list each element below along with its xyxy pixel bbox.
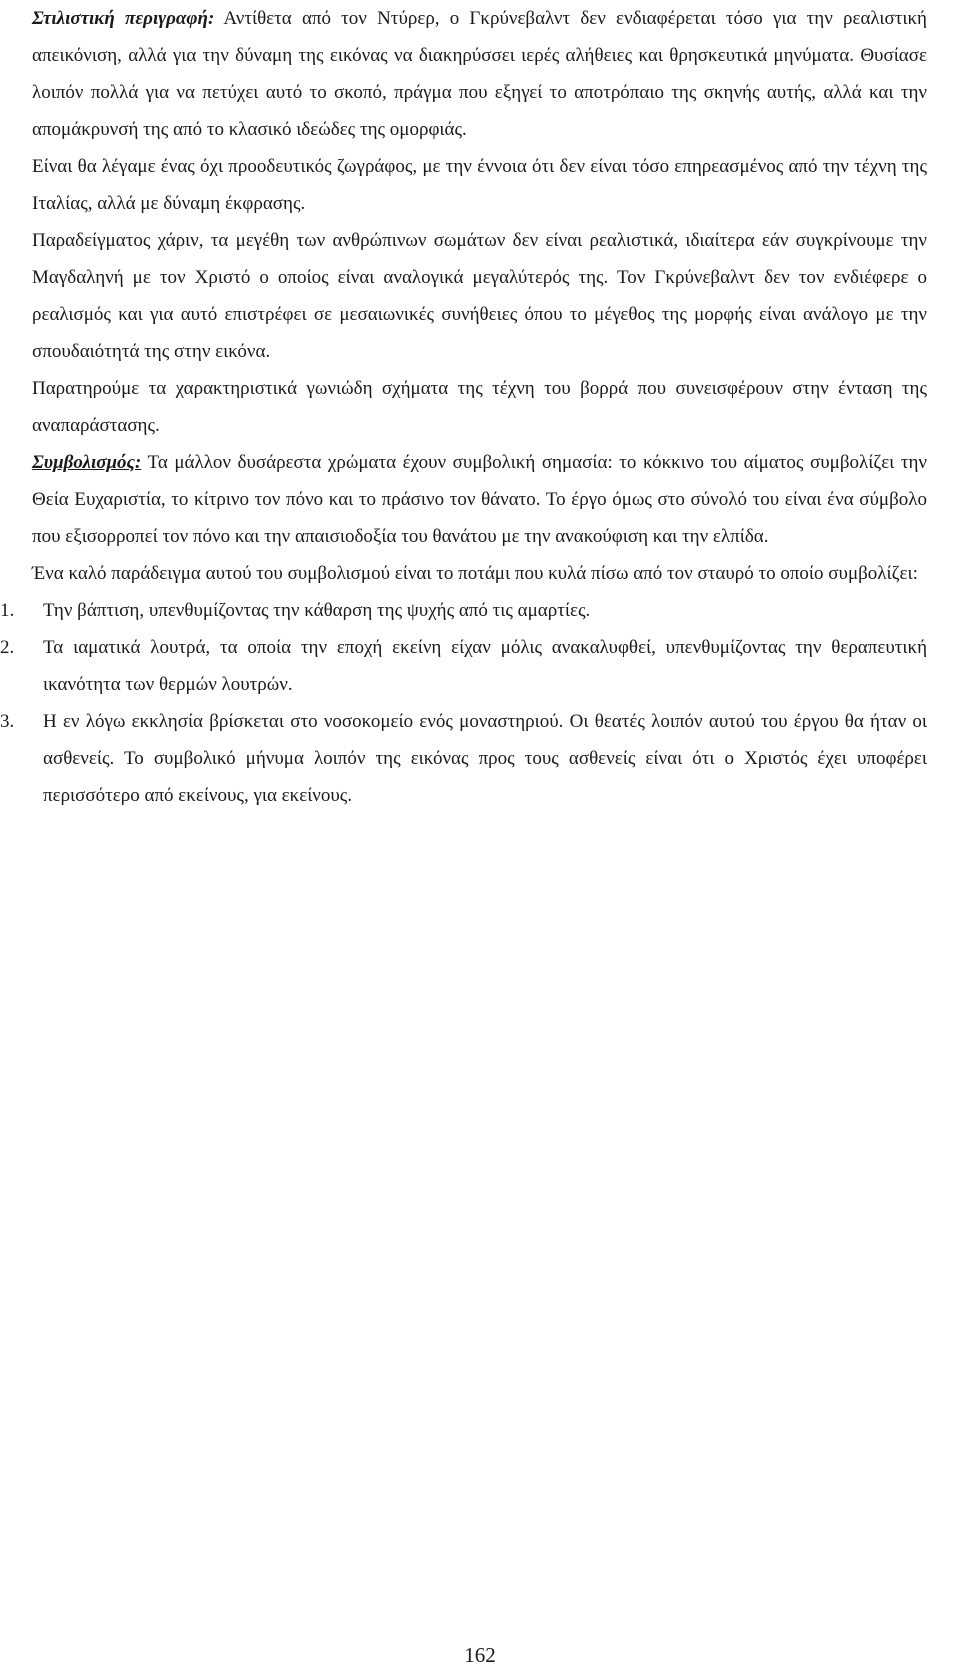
paragraph-stylistic-description <box>32 0 927 148</box>
list-item-text: Την βάπτιση, υπενθυμίζοντας την κάθαρση της ψυχής από τις αμαρτίες. <box>43 600 591 621</box>
list-item <box>0 629 927 703</box>
list-item-text: Τα ιαματικά λουτρά, τα οποία την εποχή εκείνη είχαν μόλις ανακαλυφθεί, υπενθυμίζοντας την θεραπευτική ικανότητα των θερμών λουτρών. <box>43 637 927 695</box>
stylistic-description-label: Στιλιστική περιγραφή: <box>32 8 215 29</box>
paragraph-body-sizes: Παραδείγματος χάριν, τα μεγέθη των ανθρώπινων σωμάτων δεν είναι ρεαλιστικά, ιδιαίτερα εάν συγκρίνουμε την Μαγδαληνή με τον Χριστό ο οποίος είναι αναλογικά μεγαλύτερός της. Τον Γκρύνεβαλντ δεν τον ενδιέφερε ο ρεαλισμός και για αυτό επιστρέφει σε μεσαιωνικές συνήθειες όπου το μέγεθος της μορφής είναι ανάλογο με την σπουδαιότητά της στην εικόνα. <box>32 230 927 362</box>
paragraph-angular-shapes: Παρατηρούμε τα χαρακτηριστικά γωνιώδη σχήματα της τέχνη του βορρά που συνεισφέρουν στην ένταση της αναπαράστασης. <box>32 378 927 436</box>
list-item <box>0 703 927 814</box>
document-body <box>0 0 927 814</box>
symbolism-text: Τα μάλλον δυσάρεστα χρώματα έχουν συμβολική σημασία: το κόκκινο του αίματος συμβολίζει την Θεία Ευχαριστία, το κίτρινο τον πόνο και το πράσινο τον θάνατο. Το έργο όμως στο σύνολό του είναι ένα σύμβολο που εξισορροπεί τον πόνο και την απαισιοδοξία του θανάτου με την ανακούφιση και την ελπίδα. <box>32 452 927 547</box>
list-item-number: 3. <box>0 711 15 732</box>
page-number: 162 <box>464 1643 496 1667</box>
paragraph-progressive-painter: Είναι θα λέγαμε ένας όχι προοδευτικός ζωγράφος, με την έννοια ότι δεν είναι τόσο επηρεασμένος από την τέχνη της Ιταλίας, αλλά με δύναμη έκφρασης. <box>32 156 927 214</box>
list-item-number: 1. <box>0 600 15 621</box>
list-item-number: 2. <box>0 637 15 658</box>
list-item <box>0 592 927 629</box>
symbolism-label: Συμβολισμός: <box>32 452 142 473</box>
list-item-text: Η εν λόγω εκκλησία βρίσκεται στο νοσοκομείο ενός μοναστηριού. Οι θεατές λοιπόν αυτού του έργου θα ήταν οι ασθενείς. Το συμβολικό μήνυμα λοιπόν της εικόνας προς τους ασθενείς είναι ότι ο Χριστός έχει υποφέρει περισσότερο από εκείνους, για εκείνους. <box>43 711 927 806</box>
symbolism-list <box>0 592 927 814</box>
stylistic-description-text: Αντίθετα από τον Ντύρερ, ο Γκρύνεβαλντ δεν ενδιαφέρεται τόσο για την ρεαλιστική απεικόνιση, αλλά για την δύναμη της εικόνας να διακηρύσσει ιερές αλήθειες και θρησκευτικά μηνύματα. Θυσίασε λοιπόν πολλά για να πετύχει αυτό το σκοπό, πράγμα που εξηγεί το αποτρόπαιο της σκηνής αυτής, αλλά και την απομάκρυνσή της από το κλασικό ιδεώδες της ομορφιάς. <box>32 8 927 140</box>
paragraph-river-example: Ένα καλό παράδειγμα αυτού του συμβολισμού είναι το ποτάμι που κυλά πίσω από τον σταυρό το οποίο συμβολίζει: <box>32 563 918 584</box>
paragraph-symbolism <box>32 444 927 555</box>
